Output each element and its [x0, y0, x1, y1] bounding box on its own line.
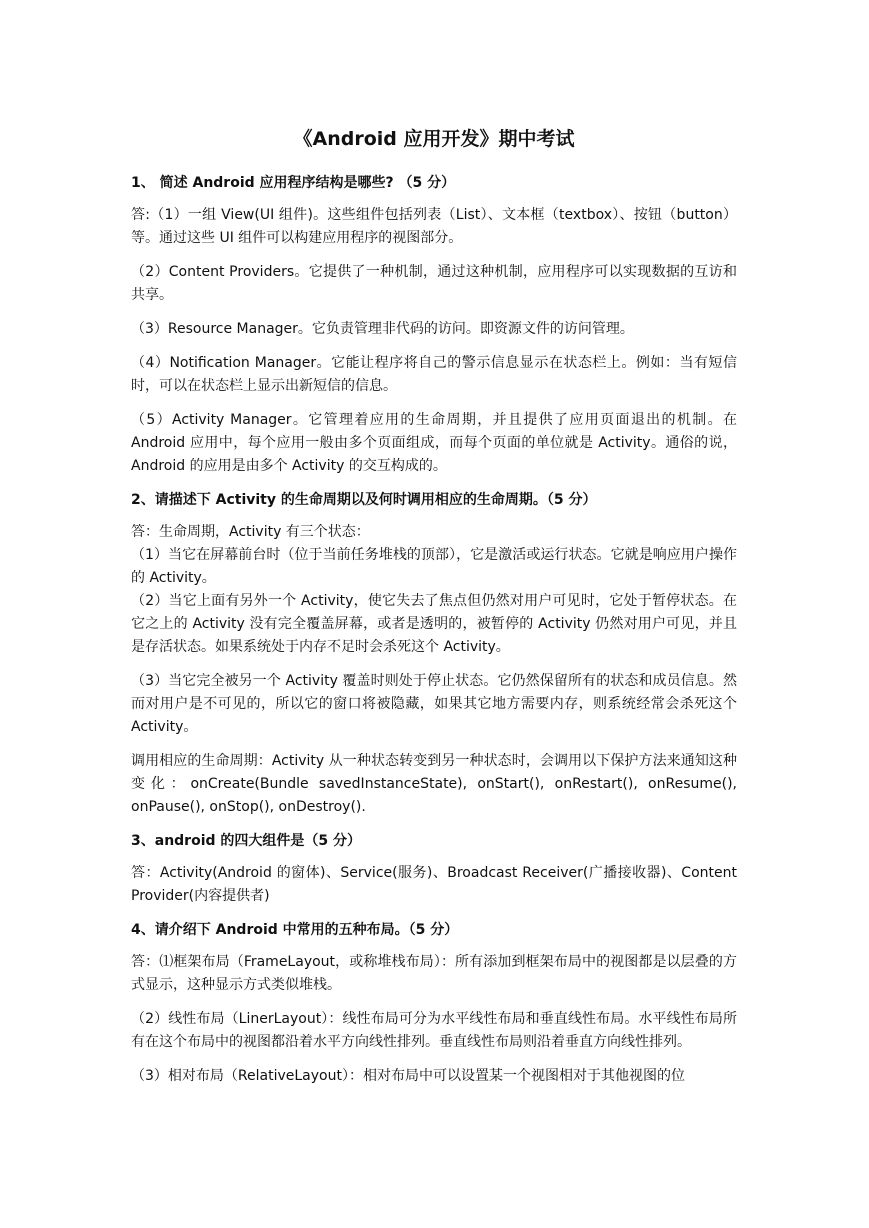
question-1	[131, 172, 737, 478]
question-2-answer-paragraph: 调用相应的生命周期：Activity 从一种状态转变到另一种状态时，会调用以下保护方法来通知这种变化：onCreate(Bundle savedInstanceState), onStart(), onRestart(), onResume(), onPause(), onStop(), onDestroy().	[131, 753, 737, 815]
question-1-answer-paragraph: （4）Notification Manager。它能让程序将自己的警示信息显示在状态栏上。例如：当有短信时，可以在状态栏上显示出新短信的信息。	[131, 355, 737, 394]
question-1-answer-paragraph: （5）Activity Manager。它管理着应用的生命周期，并且提供了应用页面退出的机制。在 Android 应用中，每个应用一般由多个页面组成，而每个页面的单位就是 Activity。通俗的说，Android 的应用是由多个 Activity 的交互构成的。	[131, 412, 737, 474]
question-2-heading: 2、请描述下 Activity 的生命周期以及何时调用相应的生命周期。（5 分）	[131, 492, 597, 508]
question-2	[131, 489, 737, 819]
question-3	[131, 830, 737, 908]
question-1-heading: 1、 简述 Android 应用程序结构是哪些? （5 分）	[131, 175, 456, 191]
question-1-answer-paragraph: （3）Resource Manager。它负责管理非代码的访问。即资源文件的访问管理。	[131, 321, 634, 337]
question-2-answer-paragraph: （2）当它上面有另外一个 Activity，使它失去了焦点但仍然对用户可见时，它处于暂停状态。在它之上的 Activity 没有完全覆盖屏幕，或者是透明的，被暂停的 Activity 仍然对用户可见，并且是存活状态。如果系统处于内存不足时会杀死这个 Activity。	[131, 593, 737, 655]
document-page	[131, 124, 737, 1099]
question-4	[131, 919, 737, 1088]
question-2-answer-paragraph: （3）当它完全被另一个 Activity 覆盖时则处于停止状态。它仍然保留所有的状态和成员信息。然而对用户是不可见的，所以它的窗口将被隐藏，如果其它地方需要内存，则系统经常会杀死这个 Activity。	[131, 673, 737, 735]
question-4-answer-paragraph: （2）线性布局（LinerLayout）：线性布局可分为水平线性布局和垂直线性布局。水平线性布局所有在这个布局中的视图都沿着水平方向线性排列。垂直线性布局则沿着垂直方向线性排列。	[131, 1011, 737, 1050]
question-2-answer-paragraph: 答：生命周期，Activity 有三个状态：	[131, 524, 370, 540]
question-4-answer-paragraph: （3）相对布局（RelativeLayout）：相对布局中可以设置某一个视图相对于其他视图的位	[131, 1068, 685, 1084]
question-2-answer-paragraph: （1）当它在屏幕前台时（位于当前任务堆栈的顶部），它是激活或运行状态。它就是响应用户操作的 Activity。	[131, 547, 737, 586]
question-3-heading: 3、android 的四大组件是（5 分）	[131, 833, 362, 849]
question-1-answer-paragraph: 答:（1）一组 View(UI 组件)。这些组件包括列表（List）、文本框（textbox）、按钮（button）等。通过这些 UI 组件可以构建应用程序的视图部分。	[131, 207, 737, 246]
question-1-answer-paragraph: （2）Content Providers。它提供了一种机制，通过这种机制，应用程序可以实现数据的互访和共享。	[131, 264, 737, 303]
question-4-answer-paragraph: 答：⑴框架布局（FrameLayout，或称堆栈布局）：所有添加到框架布局中的视图都是以层叠的方式显示，这种显示方式类似堆栈。	[131, 954, 737, 993]
question-3-answer-paragraph: 答：Activity(Android 的窗体)、Service(服务)、Broadcast Receiver(广播接收器)、Content Provider(内容提供者)	[131, 865, 737, 904]
question-4-heading: 4、请介绍下 Android 中常用的五种布局。（5 分）	[131, 922, 459, 938]
document-title: 《Android 应用开发》期中考试	[293, 128, 575, 150]
